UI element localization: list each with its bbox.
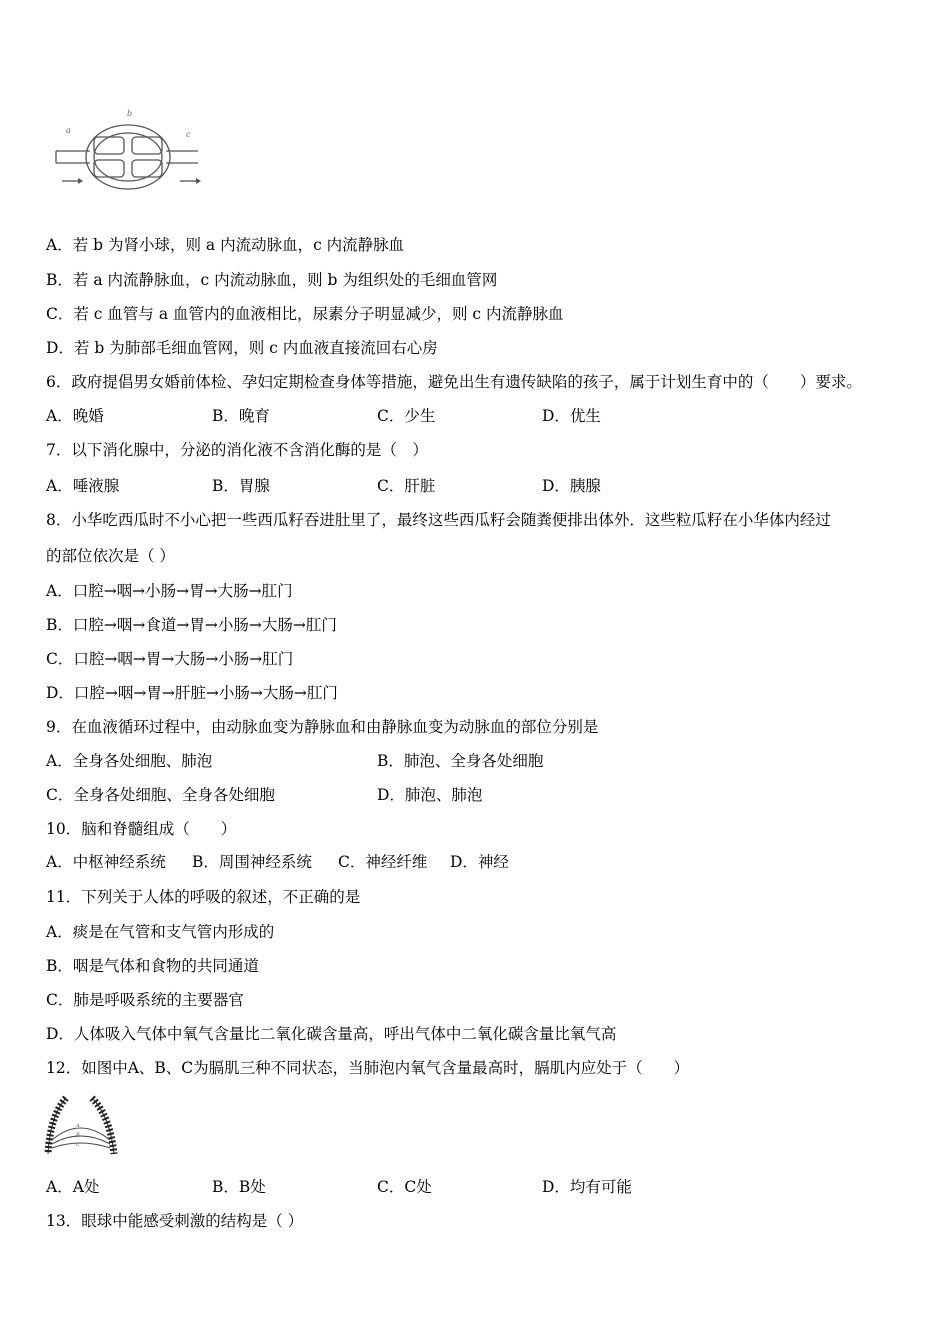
- vessel-diagram: [52, 104, 202, 194]
- q7-option-d: D．胰腺: [542, 477, 601, 495]
- q6-option-d: D．优生: [542, 407, 601, 425]
- q9-option-b: B．肺泡、全身各处细胞: [377, 752, 544, 770]
- label-B: B: [76, 1132, 80, 1138]
- q10-option-b: B．周围神经系统: [192, 853, 312, 871]
- diaphragm-diagram: [44, 1094, 120, 1158]
- q8-option-b: B．口腔→咽→食道→胃→小肠→大肠→肛门: [46, 616, 337, 634]
- q8-option-c: C．口腔→咽→胃→大肠→小肠→肛门: [46, 650, 294, 668]
- q11-option-d: D．人体吸入气体中氧气含量比二氧化碳含量高，呼出气体中二氧化碳含量比氧气高: [46, 1025, 617, 1043]
- q5-option-a: A．若 b 为肾小球，则 a 内流动脉血，c 内流静脉血: [46, 236, 405, 254]
- q6-option-b: B．晚育: [212, 407, 270, 425]
- q11-stem: 11．下列关于人体的呼吸的叙述，不正确的是: [46, 888, 361, 906]
- q6-option-c: C．少生: [377, 407, 436, 425]
- q12-option-a: A．A处: [46, 1178, 100, 1196]
- q12-option-d: D．均有可能: [542, 1178, 632, 1196]
- q7-stem: 7．以下消化腺中，分泌的消化液不含消化酶的是（ ）: [46, 441, 428, 459]
- q11-option-c: C．肺是呼吸系统的主要器官: [46, 991, 244, 1009]
- q5-option-d: D．若 b 为肺部毛细血管网，则 c 内血液直接流回右心房: [46, 339, 438, 357]
- q8-option-a: A．口腔→咽→小肠→胃→大肠→肛门: [46, 582, 293, 600]
- q9-stem: 9．在血液循环过程中，由动脉血变为静脉血和由静脉血变为动脉血的部位分别是: [46, 718, 599, 736]
- q8-stem-line1: 8．小华吃西瓜时不小心把一些西瓜籽吞进肚里了，最终这些西瓜籽会随粪便排出体外．这些粒瓜籽在小华体内经过: [46, 511, 831, 529]
- q6-stem: 6．政府提倡男女婚前体检、孕妇定期检查身体等措施，避免出生有遗传缺陷的孩子，属于计划生育中的（ ）要求。: [46, 373, 862, 391]
- label-b: b: [127, 109, 133, 118]
- q9-option-a: A．全身各处细胞、肺泡: [46, 752, 213, 770]
- q12-option-b: B．B处: [212, 1178, 266, 1196]
- q5-option-c: C．若 c 血管与 a 血管内的血液相比，尿素分子明显减少，则 c 内流静脉血: [46, 305, 564, 323]
- q12-option-c: C．C处: [377, 1178, 432, 1196]
- q10-option-a: A．中枢神经系统: [46, 853, 166, 871]
- q10-option-c: C．神经纤维: [338, 853, 428, 871]
- q11-option-a: A．痰是在气管和支气管内形成的: [46, 923, 275, 941]
- q7-option-b: B．胃腺: [212, 477, 270, 495]
- q13-stem: 13．眼球中能感受刺激的结构是（ ）: [46, 1212, 304, 1230]
- q5-option-b: B．若 a 内流静脉血，c 内流动脉血，则 b 为组织处的毛细血管网: [46, 271, 498, 289]
- label-c: c: [186, 130, 191, 139]
- q12-stem: 12．如图中A、B、C为膈肌三种不同状态，当肺泡内氧气含量最高时，膈肌内应处于（ ）: [46, 1059, 690, 1077]
- q8-stem-line2: 的部位依次是（ ）: [46, 547, 175, 565]
- q8-option-d: D．口腔→咽→胃→肝脏→小肠→大肠→肛门: [46, 684, 338, 702]
- label-a: a: [66, 126, 71, 135]
- q9-option-d: D．肺泡、肺泡: [377, 786, 483, 804]
- q9-option-c: C．全身各处细胞、全身各处细胞: [46, 786, 275, 804]
- q6-option-a: A．晚婚: [46, 407, 104, 425]
- label-C: C: [76, 1142, 80, 1148]
- q7-option-c: C．肝脏: [377, 477, 436, 495]
- q10-stem: 10．脑和脊髓组成（ ）: [46, 820, 237, 838]
- q10-option-d: D．神经: [450, 853, 509, 871]
- q7-option-a: A．唾液腺: [46, 477, 120, 495]
- label-A: A: [76, 1123, 80, 1129]
- q11-option-b: B．咽是气体和食物的共同通道: [46, 957, 259, 975]
